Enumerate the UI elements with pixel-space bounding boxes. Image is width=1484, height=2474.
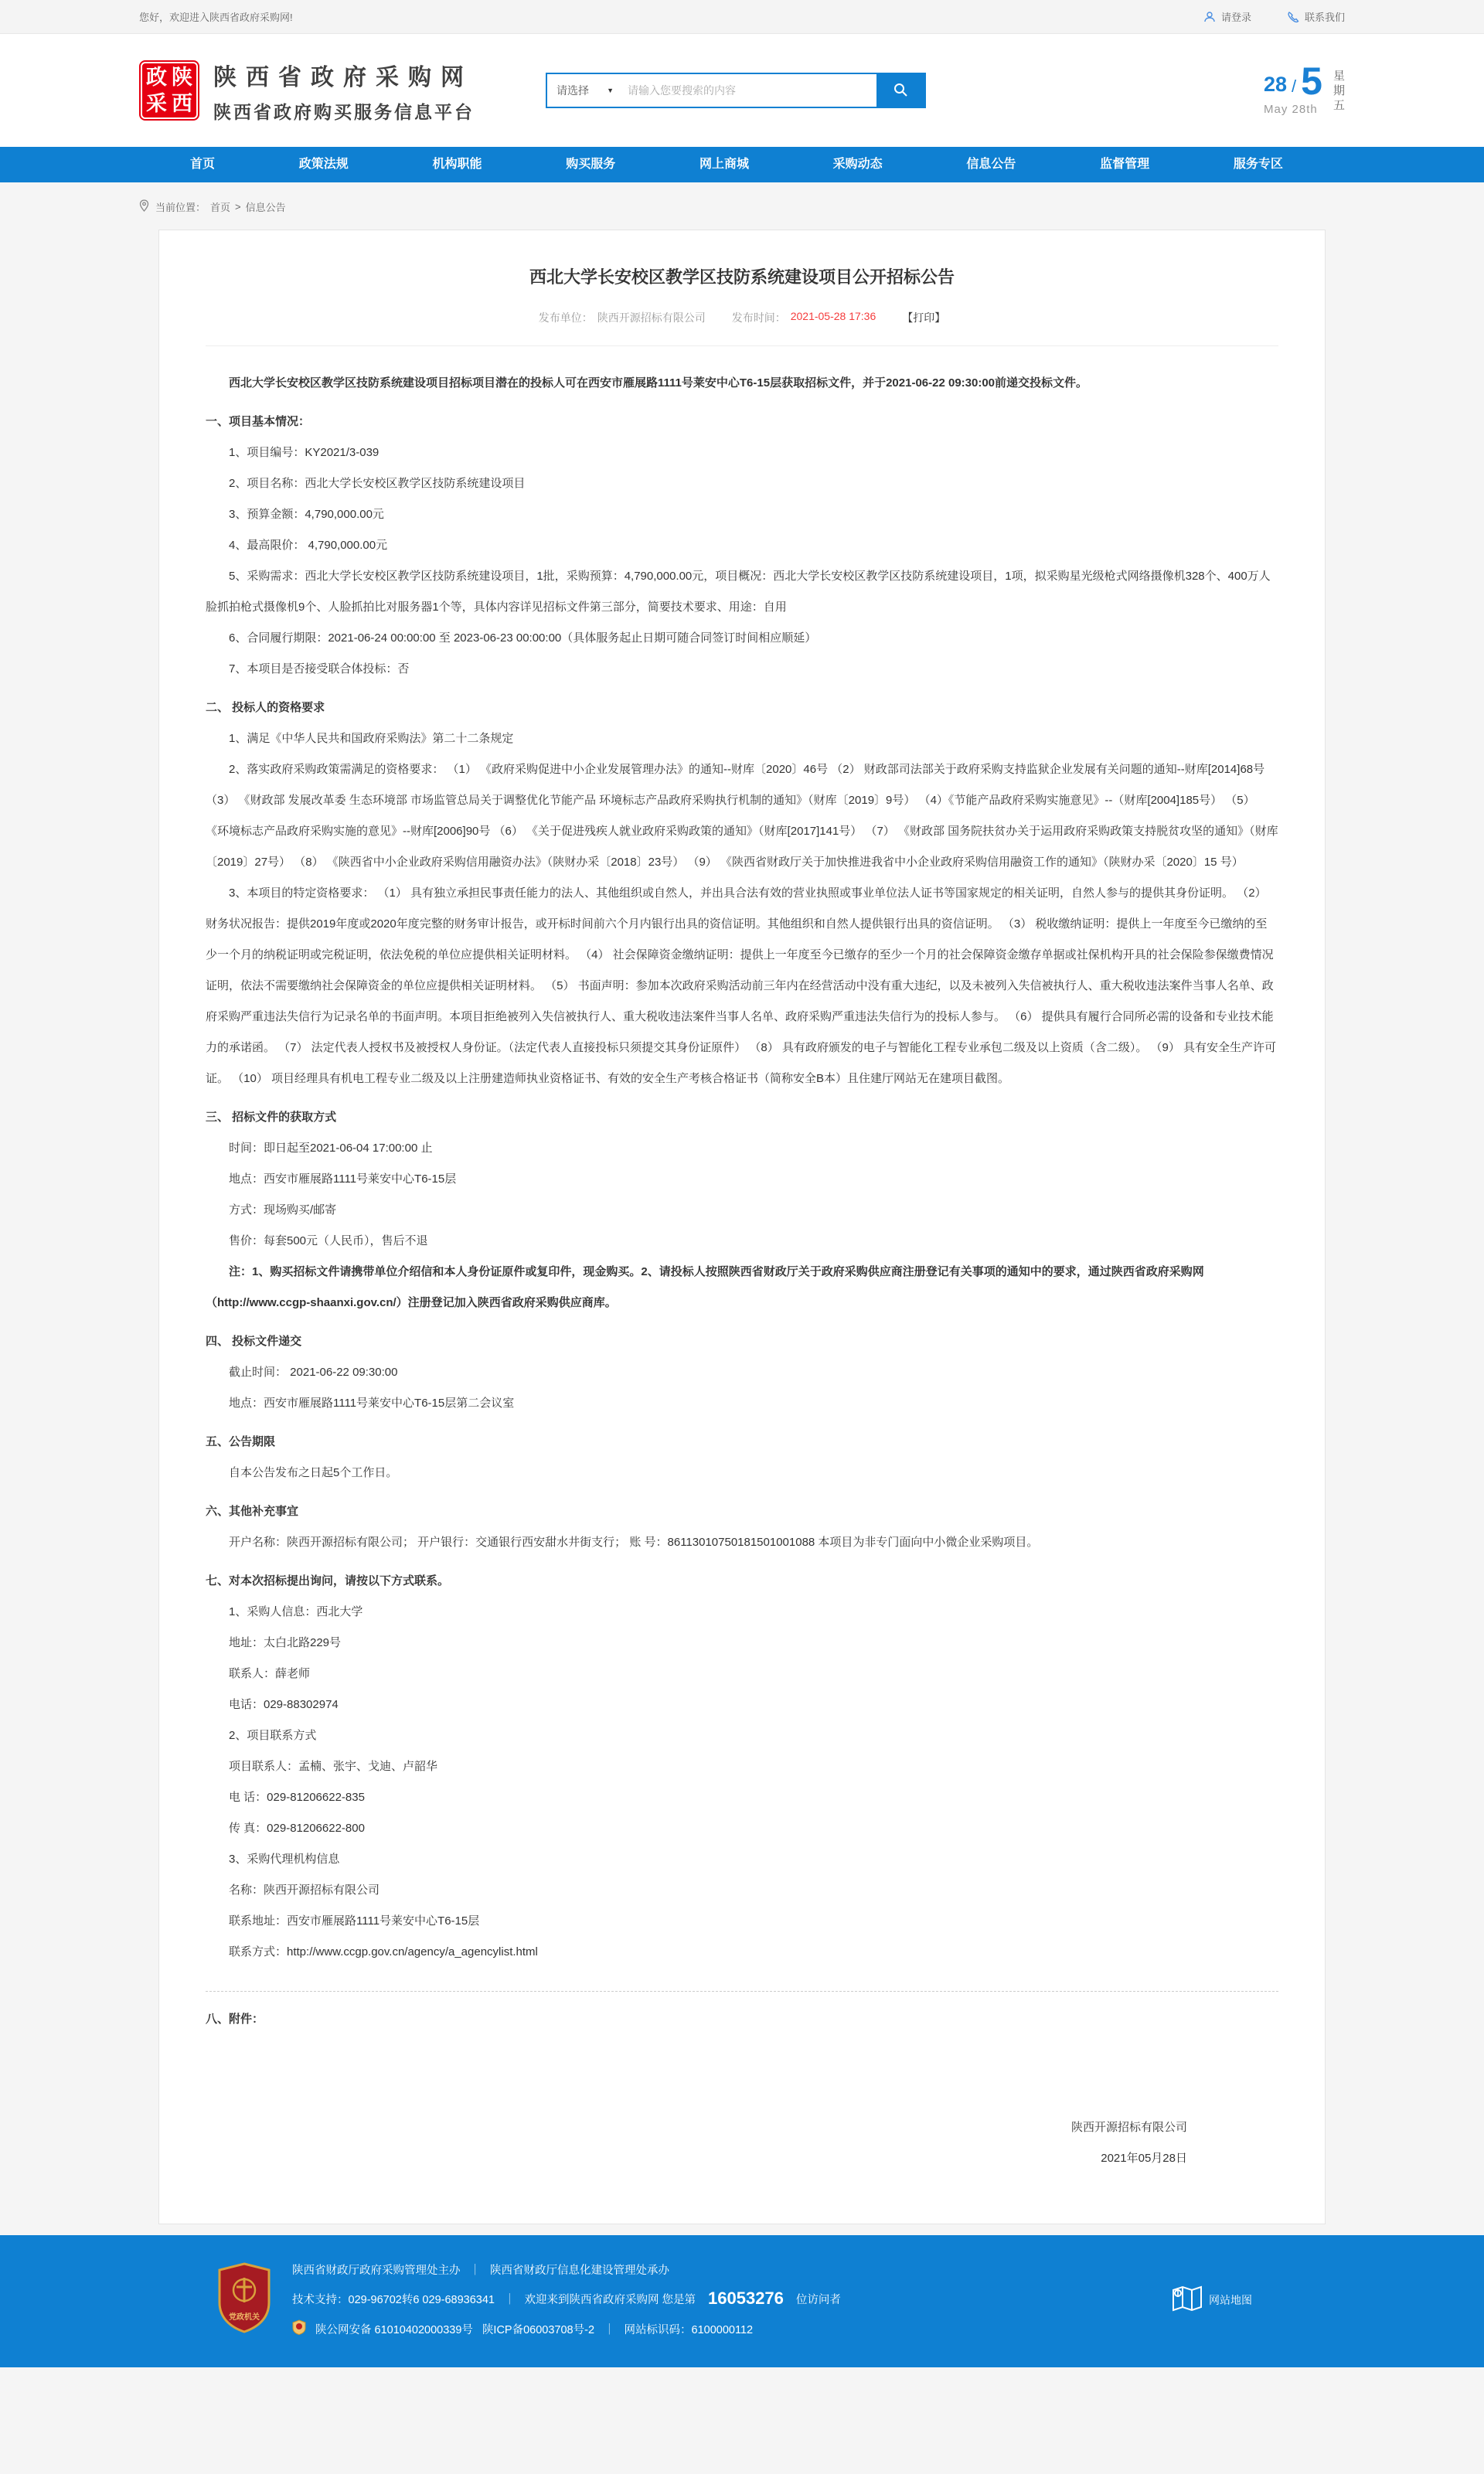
breadcrumb: 当前位置： 首页 > 信息公告 [139,199,1345,214]
contact-link[interactable]: 联系我们 [1287,9,1345,24]
article-paragraph: 地址：太白北路229号 [229,1636,342,1649]
signature-date: 2021年05月28日 [1101,2152,1187,2165]
user-icon [1203,11,1216,23]
welcome-text: 您好，欢迎进入陕西省政府采购网! [139,12,293,23]
article-body [206,346,1278,2035]
search-category-select[interactable]: 请选择 ▼ [556,84,614,97]
article-paragraph: 3、预算金额：4,790,000.00元 [229,508,384,521]
chevron-down-icon: ▼ [607,87,614,94]
section-heading: 二、 投标人的资格要求 [206,701,325,714]
publisher-label: 发布单位： [538,311,593,324]
footer-icp[interactable]: 陕ICP备06003708号-2 [482,2323,595,2336]
nav-item-supervision[interactable]: 监督管理 [1100,158,1150,171]
sitemap-link[interactable]: 网站地图 [1170,2282,1252,2317]
footer-site-code: 网站标识码：6100000112 [624,2323,754,2336]
site-name: 陕西省政府采购网 [213,64,473,90]
section-heading: 八、附件： [206,2013,264,2026]
article-paragraph: 西北大学长安校区教学区技防系统建设项目招标项目潜在的投标人可在西安市雁展路1111号莱安中心T6-15层获取招标文件，并于2021-06-22 09:30:00前递交投标文件。 [229,376,1088,390]
search-input[interactable] [621,74,876,107]
sitemap-icon [1170,2282,1203,2317]
article-paragraph: 截止时间： 2021-06-22 09:30:00 [229,1366,398,1379]
article-paragraph: 1、采购人信息：西北大学 [229,1605,363,1618]
article-paragraph: 4、最高限价： 4,790,000.00元 [229,539,388,552]
article-paragraph: 地点：西安市雁展路1111号莱安中心T6-15层第二会议室 [229,1397,515,1410]
article-meta [206,310,1278,346]
publisher-value: 陕西开源招标有限公司 [597,311,706,324]
footer-welcome: 欢迎来到陕西省政府采购网 您是第 [524,2293,696,2306]
signature-block [206,2112,1278,2174]
article-paragraph: 方式：现场购买/邮寄 [229,1203,337,1217]
nav-item-functions[interactable]: 机构职能 [432,158,482,171]
site-footer: 党政机关 陕西省财政厅政府采购管理处主办 ｜ 陕西省财政厅信息化建设管理处承办 技术支持：029-96702转6 029-68936341 ｜ 欢迎来到陕西省政府采购网 您是第 16053276 位访问者 陕公网安备 61010402000339号 陕ICP备06003708号-2 ｜ 网站标识码：6100000112 网站地图 [0,2235,1484,2367]
article-paragraph: 名称：陕西开源招标有限公司 [229,1884,380,1897]
phone-icon [1287,11,1299,23]
article-paragraph: 7、本项目是否接受联合体投标：否 [229,662,410,676]
article-paragraph: 电话：029-88302974 [229,1698,339,1711]
date-day: 28 [1264,72,1288,96]
article-paragraph: 联系方式：http://www.ccgp.gov.cn/agency/a_agencylist.html [229,1945,538,1958]
article-paragraph: 5、采购需求：西北大学长安校区教学区技防系统建设项目，1批，采购预算：4,790,000.00元，项目概况：西北大学长安校区教学区技防系统建设项目，1项，拟采购星光级枪式网络摄像机328个、400万人脸抓拍枪式摄像机9个、人脸抓拍比对服务器1个等，具体内容详见招标文件第三部分，简要技术要求、用途：自用 [206,570,1271,614]
article-paragraph: 时间：即日起至2021-06-04 17:00:00 止 [229,1142,433,1155]
article-paragraph: 3、采购代理机构信息 [229,1853,340,1866]
svg-text:党政机关: 党政机关 [229,2313,260,2322]
pubtime-label: 发布时间： [731,311,786,324]
breadcrumb-current[interactable]: 信息公告 [245,202,286,213]
article-paragraph: 3、本项目的特定资格要求： （1） 具有独立承担民事责任能力的法人、其他组织或自然人，并出具合法有效的营业执照或事业单位法人证书等国家规定的相关证明，自然人参与的提供其身份证明。 （2） 财务状况报告：提供2019年度或2020年度完整的财务审计报告，或开标时间前六个月内银行出具的资信证明。其他组织和自然人提供银行出具的资信证明。 （3） 税收缴纳证明：提供上一年度至今已缴纳的至少一个月的纳税证明或完税证明，依法免税的单位应提供相关证明材料。 （4） 社会保障资金缴纳证明：提供上一年度至今已缴存的至少一个月的社会保障资金缴存单据或社保机构开具的社会保险参保缴费情况证明，依法不需要缴纳社会保障资金的单位应提供相关证明材料。 （5） 书面声明：参加本次政府采购活动前三年内在经营活动中没有重大违纪，以及未被列入失信被执行人、重大税收违法案件当事人名单、政府采购严重违法失信行为记录名单的书面声明。本项目拒绝被列入失信被执行人、重大税收违法案件当事人名单、政府采购严重违法失信行为的投标人参与。 （6） 提供具有履行合同所必需的设备和专业技术能力的承诺函。 （7） 法定代表人授权书及被授权人身份证。（法定代表人直接投标只须提交其身份证原件） （8） 具有政府颁发的电子与智能化工程专业承包二级及以上资质（含二级）。 （9） 具有安全生产许可证。 （10） 项目经理具有机电工程专业二级及以上注册建造师执业资格证书、有效的安全生产考核合格证书（简称安全B本）且住建厅网站无在建项目截图。 [206,886,1277,1085]
signature-company: 陕西开源招标有限公司 [1070,2121,1187,2134]
attachment-divider [206,1991,1278,1992]
article-paragraph: 2、项目联系方式 [229,1729,317,1742]
article-paragraph: 电 话：029-81206622-835 [229,1791,365,1804]
date-english: May 28th [1264,102,1318,116]
nav-item-procurement-news[interactable]: 采购动态 [832,158,883,171]
article-paragraph: 项目联系人：孟楠、张宇、戈迪、卢韶华 [229,1760,438,1773]
section-heading: 三、 招标文件的获取方式 [206,1111,337,1124]
date-block: 28 / 5 May 28th 星 期 五 [1264,60,1345,116]
gov-emblem-icon [216,2262,272,2337]
footer-co-organizer: 陕西省财政厅信息化建设管理处承办 [490,2265,669,2277]
site-subtitle: 陕西省政府购买服务信息平台 [213,101,475,122]
police-badge-icon [292,2319,306,2338]
article-paragraph: 2、项目名称：西北大学长安校区教学区技防系统建设项目 [229,477,526,490]
print-button[interactable]: 【打印】 [902,311,946,324]
site-logo: 政陕 采西 [139,60,199,121]
topbar [0,0,1484,34]
date-weekday: 星 期 五 [1333,69,1345,112]
section-heading: 四、 投标文件递交 [206,1335,302,1348]
nav-item-home[interactable]: 首页 [190,158,216,171]
date-month: 5 [1301,60,1322,104]
article-paragraph: 开户名称：陕西开源招标有限公司； 开户银行：交通银行西安甜水井街支行； 账 号：86113010750181501001088 本项目为非专门面向中小微企业采购项目。 [229,1536,1039,1549]
search-button[interactable] [876,74,924,107]
location-pin-icon [139,199,151,214]
search-icon [893,82,908,100]
nav-item-online-mall[interactable]: 网上商城 [699,158,749,171]
main-nav [0,147,1484,182]
article-paragraph: 1、满足《中华人民共和国政府采购法》第二十二条规定 [229,732,514,745]
page-title: 西北大学长安校区教学区技防系统建设项目公开招标公告 [529,267,955,287]
article-paragraph: 注：1、购买招标文件请携带单位介绍信和本人身份证原件或复印件，现金购买。2、请投标人按照陕西省财政厅关于政府采购供应商注册登记有关事项的通知中的要求，通过陕西省政府采购网（http://www.ccgp-shaanxi.gov.cn/）注册登记加入陕西省政府采购供应商库。 [206,1265,1204,1309]
footer-tech-support: 技术支持：029-96702转6 029-68936341 [292,2293,495,2306]
footer-security-record[interactable]: 陕公网安备 61010402000339号 [315,2323,473,2336]
article-paragraph: 自本公告发布之日起5个工作日。 [229,1466,398,1479]
nav-item-purchase-services[interactable]: 购买服务 [566,158,616,171]
article-paragraph: 联系人：薛老师 [229,1667,311,1680]
article-paragraph: 联系地址：西安市雁展路1111号莱安中心T6-15层 [229,1914,480,1928]
pubtime-value: 2021-05-28 17:36 [790,310,876,322]
search-box [546,73,926,108]
article-paragraph: 1、项目编号：KY2021/3-039 [229,446,380,459]
nav-item-announcements[interactable]: 信息公告 [966,158,1016,171]
nav-item-service-zone[interactable]: 服务专区 [1233,158,1283,171]
article-paragraph: 售价：每套500元（人民币），售后不退 [229,1234,428,1247]
visitor-count: 16053276 [708,2289,784,2308]
announcement-card [158,230,1326,2224]
breadcrumb-home[interactable]: 首页 [210,202,231,213]
article-paragraph: 6、合同履行期限：2021-06-24 00:00:00 至 2023-06-23 00:00:00（具体服务起止日期可随合同签订时间相应顺延） [229,631,817,645]
site-header [0,34,1484,147]
article-paragraph: 地点：西安市雁展路1111号莱安中心T6-15层 [229,1172,457,1186]
article-paragraph: 传 真：029-81206622-800 [229,1822,365,1835]
article-paragraph: 2、落实政府采购政策需满足的资格要求： （1） 《政府采购促进中小企业发展管理办法》的通知--财库〔2020〕46号 （2） 财政部司法部关于政府采购支持监狱企业发展有关问题的通知--财库[2014]68号 （3） 《财政部 发展改革委 生态环境部 市场监管总局关于调整优化节能产品 环境标志产品政府采购执行机制的通知》（财库〔2019〕9号） （4）《节能产品政府采购实施意见》--（财库[2004]185号） （5） 《环境标志产品政府采购实施的意见》--财库[2006]90号 （6） 《关于促进残疾人就业政府采购政策的通知》（财库[2017]141号） （7） 《财政部 国务院扶贫办关于运用政府采购政策支持脱贫攻坚的通知》（财库〔2019〕27号） （8） 《陕西省中小企业政府采购信用融资办法》（陕财办采〔2018〕23号） （9） 《陕西省财政厅关于加快推进我省中小企业政府采购信用融资工作的通知》（陕财办采〔2020〕15 号） [206,763,1278,869]
section-heading: 七、对本次招标提出询问，请按以下方式联系。 [206,1574,450,1588]
section-heading: 五、公告期限 [206,1435,276,1448]
section-heading: 一、项目基本情况： [206,415,311,428]
section-heading: 六、其他补充事宜 [206,1505,299,1518]
footer-organizer: 陕西省财政厅政府采购管理处主办 [292,2265,461,2277]
login-link[interactable]: 请登录 [1203,9,1251,24]
nav-item-policies[interactable]: 政策法规 [298,158,349,171]
